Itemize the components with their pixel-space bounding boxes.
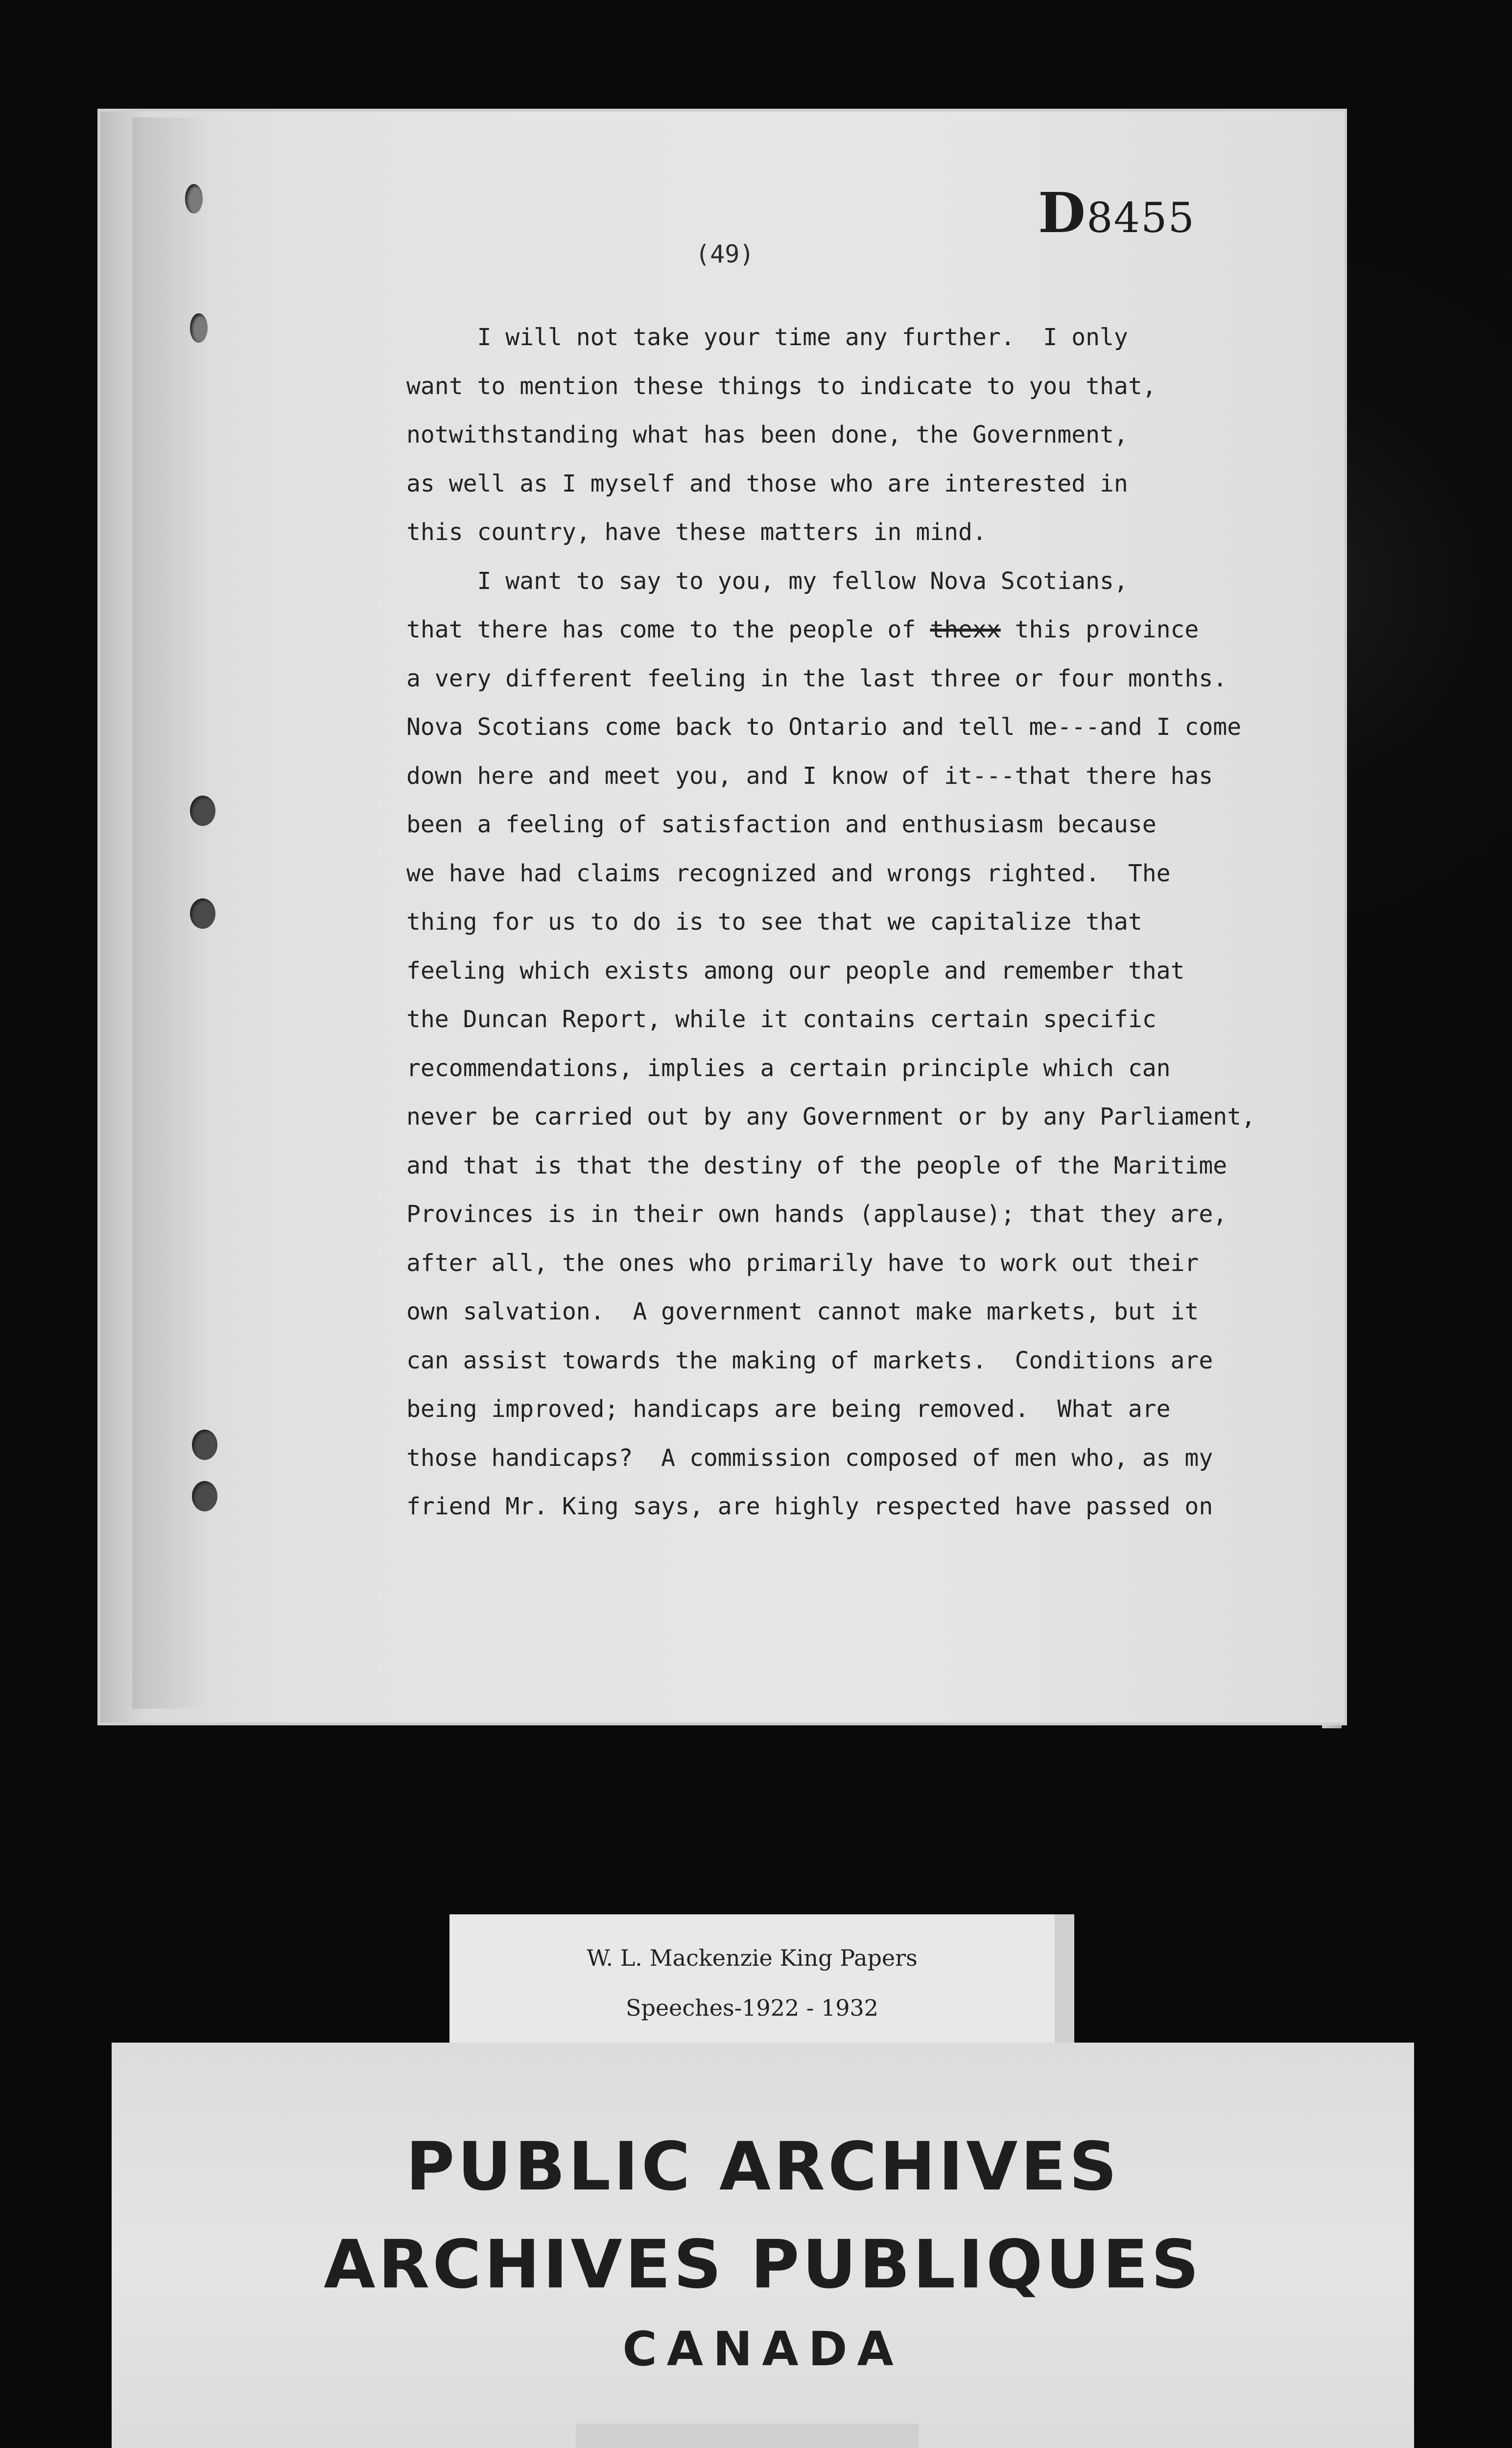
collection-series: Speeches-1922 - 1932 <box>625 1995 879 2021</box>
text-line: feeling which exists among our people and remember that <box>406 957 1185 985</box>
archive-country: CANADA <box>622 2322 903 2377</box>
text-line: own salvation. A government cannot make markets, but it <box>406 1298 1199 1325</box>
text-line: this country, have these matters in mind. <box>406 518 987 546</box>
collection-name: W. L. Mackenzie King Papers <box>587 1945 918 1971</box>
punch-hole-icon <box>192 1481 217 1511</box>
archive-card <box>112 2043 1414 2448</box>
text-fragment: that there has come to the people of <box>406 616 930 643</box>
text-line: as well as I myself and those who are interested in <box>406 470 1128 497</box>
typed-body <box>406 313 1298 1531</box>
text-line: and that is that the destiny of the people of the Maritime <box>406 1152 1228 1179</box>
text-line: want to mention these things to indicate to you that, <box>406 372 1157 400</box>
text-line: after all, the ones who primarily have to work out their <box>406 1249 1199 1277</box>
text-line: we have had claims recognized and wrongs righted. The <box>406 859 1171 887</box>
text-line: notwithstanding what has been done, the Government, <box>406 421 1128 448</box>
text-line: those handicaps? A commission composed of men who, as my <box>406 1444 1213 1472</box>
text-line: the Duncan Report, while it contains certain specific <box>406 1006 1157 1033</box>
text-line: can assist towards the making of markets. Conditions are <box>406 1346 1213 1374</box>
document-stamp-number <box>1038 181 1195 245</box>
page-number: (49) <box>695 240 755 268</box>
text-line: a very different feeling in the last three or four months. <box>406 664 1228 692</box>
text-line: never be carried out by any Government or by any Parliament, <box>406 1103 1255 1130</box>
text-line: I want to say to you, my fellow Nova Scotians, <box>406 567 1128 595</box>
text-line: friend Mr. King says, are highly respected have passed on <box>406 1493 1213 1520</box>
text-fragment: this province <box>1000 616 1199 643</box>
punch-hole-icon <box>190 898 215 929</box>
archive-title-french: ARCHIVES PUBLIQUES <box>324 2226 1202 2304</box>
text-line-with-strikeout <box>406 606 1298 655</box>
stamp-digits: 8455 <box>1087 194 1195 242</box>
punch-hole-icon <box>185 184 203 213</box>
text-line: being improved; handicaps are being removed. What are <box>406 1395 1171 1423</box>
text-line: recommendations, implies a certain principle which can <box>406 1054 1171 1082</box>
stamp-prefix: D <box>1038 181 1087 245</box>
archive-title-english: PUBLIC ARCHIVES <box>405 2128 1120 2206</box>
text-line: down here and meet you, and I know of it---that there has <box>406 762 1213 790</box>
card-tab <box>576 2424 919 2448</box>
struck-word: thexx <box>930 616 1001 643</box>
text-line: Provinces is in their own hands (applause); that they are, <box>406 1200 1228 1228</box>
text-line: thing for us to do is to see that we capitalize that <box>406 908 1142 936</box>
collection-label <box>449 1914 1074 2047</box>
punch-hole-icon <box>190 796 215 826</box>
punch-hole-icon <box>190 313 208 343</box>
text-line: been a feeling of satisfaction and enthusiasm because <box>406 811 1157 838</box>
text-line: I will not take your time any further. I only <box>406 324 1128 351</box>
text-line: Nova Scotians come back to Ontario and tell me---and I come <box>406 713 1242 741</box>
punch-hole-icon <box>192 1430 217 1460</box>
